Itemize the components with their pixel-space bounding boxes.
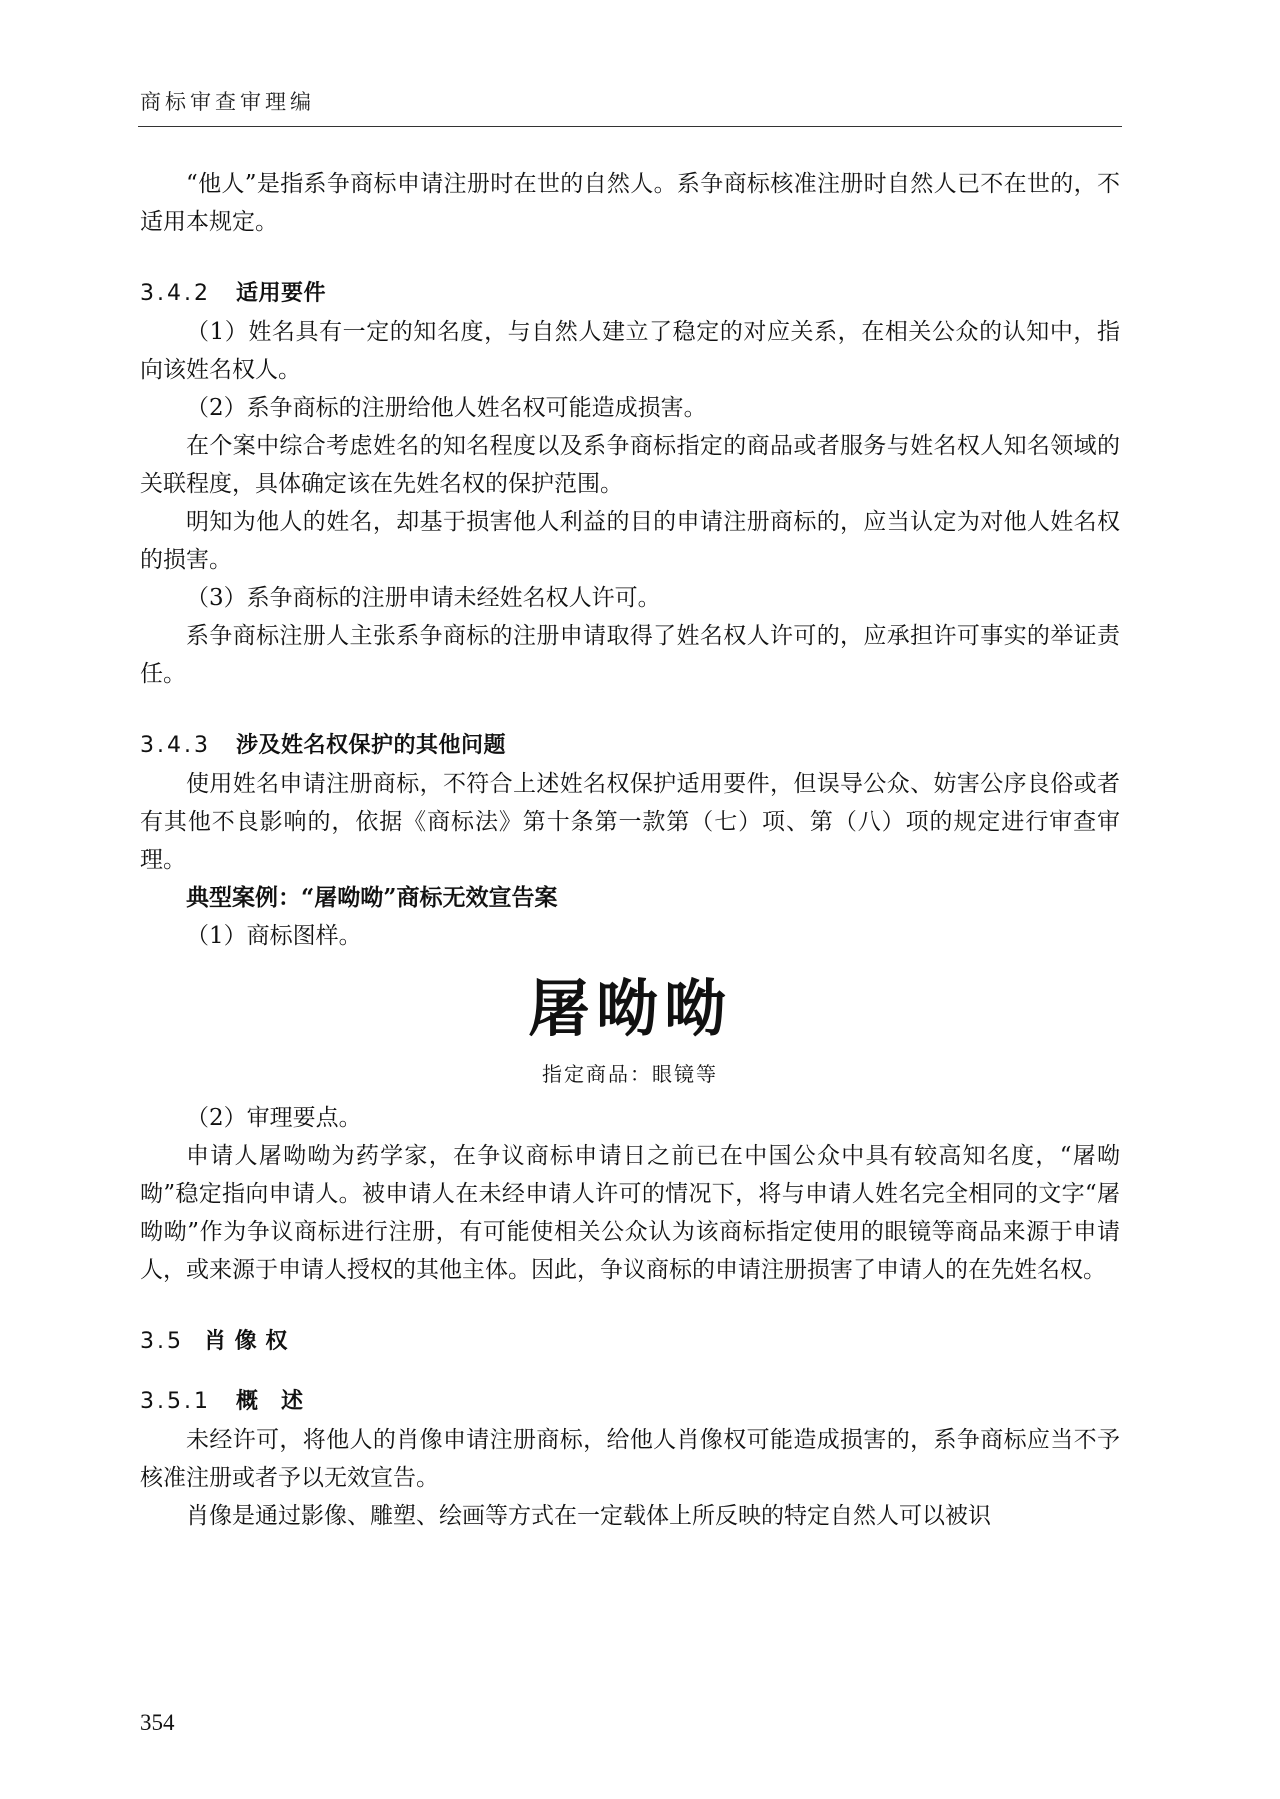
section-number: 3.4.3	[140, 733, 211, 758]
header-rule	[138, 126, 1122, 127]
paragraph: 明知为他人的姓名，却基于损害他人利益的目的申请注册商标的，应当认定为对他人姓名权的损害。	[140, 509, 1120, 573]
spacer	[140, 693, 1120, 727]
paragraph: （3）系争商标的注册申请未经姓名权人许可。	[186, 585, 661, 611]
logo-caption: 指定商品：眼镜等	[542, 1062, 718, 1086]
case-title: 典型案例：“屠呦呦”商标无效宣告案	[186, 884, 558, 911]
section-heading-3-5-1	[140, 1383, 1120, 1421]
paragraph: 申请人屠呦呦为药学家，在争议商标申请日之前已在中国公众中具有较高知名度，“屠呦呦”稳定指向申请人。被申请人在未经申请人许可的情况下，将与申请人姓名完全相同的文字“屠呦呦”作为争议商标进行注册，有可能使相关公众认为该商标指定使用的眼镜等商品来源于申请人，或来源于申请人授权的其他主体。因此，争议商标的申请注册损害了申请人的在先姓名权。	[140, 1143, 1120, 1283]
section-heading-3-5	[140, 1323, 1120, 1361]
paragraph: （2）审理要点。	[186, 1105, 362, 1131]
section-number: 3.5	[140, 1329, 184, 1354]
spacer	[140, 1289, 1120, 1323]
section-heading-3-4-2	[140, 275, 1120, 313]
logo-text: 屠呦呦	[527, 972, 733, 1045]
body-text	[140, 165, 1120, 1535]
paragraph: （1）商标图样。	[186, 923, 362, 949]
spacer	[140, 1361, 1120, 1383]
trademark-logo	[140, 963, 1120, 1053]
section-number: 3.4.2	[140, 281, 211, 306]
paragraph: 使用姓名申请注册商标，不符合上述姓名权保护适用要件，但误导公众、妨害公序良俗或者有其他不良影响的，依据《商标法》第十条第一款第（七）项、第（八）项的规定进行审查审理。	[140, 771, 1120, 873]
running-header: 商标审查审理编	[140, 90, 315, 114]
section-heading-3-4-3	[140, 727, 1120, 765]
spacer	[140, 241, 1120, 275]
paragraph: （2）系争商标的注册给他人姓名权可能造成损害。	[186, 395, 707, 421]
section-title: 涉及姓名权保护的其他问题	[236, 733, 507, 758]
paragraph: “他人”是指系争商标申请注册时在世的自然人。系争商标核准注册时自然人已不在世的，不适用本规定。	[140, 171, 1120, 235]
paragraph: （1）姓名具有一定的知名度，与自然人建立了稳定的对应关系，在相关公众的认知中，指向该姓名权人。	[140, 319, 1120, 383]
page-number: 354	[140, 1710, 175, 1735]
section-title: 肖 像 权	[204, 1329, 288, 1354]
section-title: 适用要件	[236, 281, 327, 306]
section-number: 3.5.1	[140, 1389, 211, 1414]
paragraph: 未经许可，将他人的肖像申请注册商标，给他人肖像权可能造成损害的，系争商标应当不予核准注册或者予以无效宣告。	[140, 1427, 1120, 1491]
paragraph: 肖像是通过影像、雕塑、绘画等方式在一定载体上所反映的特定自然人可以被识	[186, 1503, 991, 1529]
paragraph: 系争商标注册人主张系争商标的注册申请取得了姓名权人许可的，应承担许可事实的举证责任。	[140, 623, 1120, 687]
section-title: 概 述	[236, 1389, 304, 1414]
trademark-logo-image	[520, 966, 740, 1050]
paragraph: 在个案中综合考虑姓名的知名程度以及系争商标指定的商品或者服务与姓名权人知名领域的关联程度，具体确定该在先姓名权的保护范围。	[140, 433, 1120, 497]
